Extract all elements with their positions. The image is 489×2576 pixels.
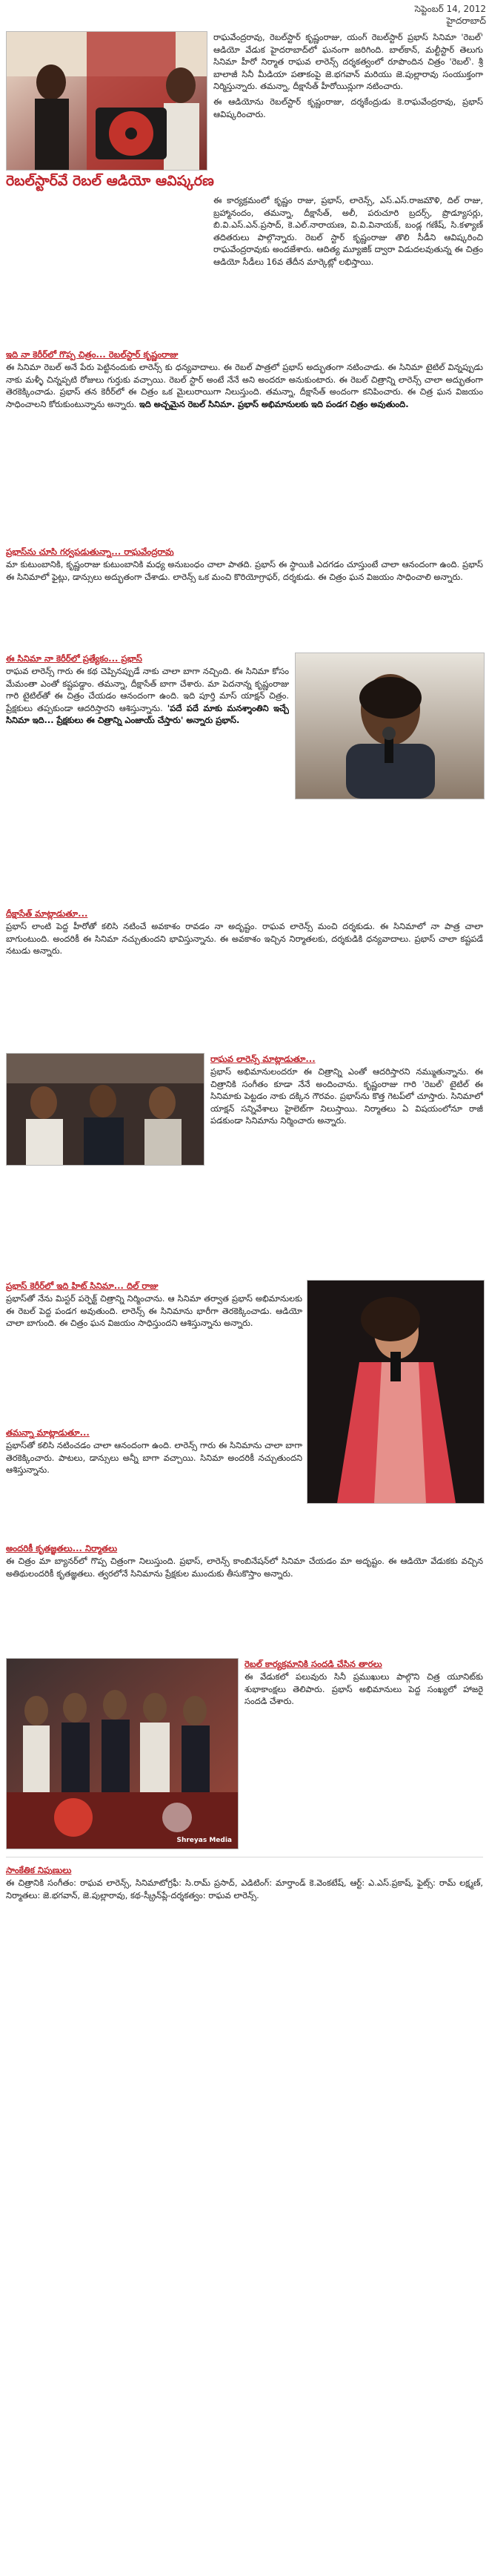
section-body: ప్రభాస్ లాంటి పెద్ద హీరోతో కలిసి నటించే అవకాశం రావడం నా అదృష్టం. రాఘవ లారెన్స్ మంచి దర్శకుడు. ఈ సినిమాలో నా పాత్ర చాలా బాగుంటుంది. అందరికీ ఈ సినిమా నచ్చుతుందని భావిస్తున్నాను. ఈ అవకాశం ఇచ్చిన నిర్మాతలకు, దర్శకుడికి ధన్యవాదాలు. ప్రభాస్ చాలా కష్టపడే నటుడు అన్నారు. [6, 921, 483, 957]
section-title: ఇది నా కెరీర్‌లో గొప్ప చిత్రం... రెబల్‌స్టార్ కృష్ణంరాజు [6, 349, 179, 360]
section-deeksha [6, 908, 483, 1048]
photo-guests-seated [6, 1053, 204, 1166]
intro-right-block [213, 194, 483, 343]
section-title: తమన్నా మాట్లాడుతూ... [6, 1427, 90, 1438]
section-body [6, 361, 483, 410]
rebel-cast-group-image [7, 1659, 238, 1849]
photo-audio-launch-stage [6, 31, 207, 171]
photo-launch-guests [6, 193, 206, 222]
section-body: ఈ వేడుకలో పలువురు సినీ ప్రముఖులు పాల్గొని చిత్ర యూనిట్‌కు శుభాకాంక్షలు తెలిపారు. ప్రభాస్ అభిమానులు పెద్ద సంఖ్యలో హాజరై సందడి చేశారు. [245, 1671, 483, 1707]
photo-prabhas-mic [295, 653, 485, 799]
section-prabhas [6, 653, 289, 897]
photo-rebel-cast-group [6, 1658, 239, 1849]
section-emphasis: 'పదే పదే మాకు మనశ్శాంతిని ఇచ్చే సినిమా ఇది... ప్రేక్షకులు ఈ చిత్రాన్ని ఎంజాయ్ చేస్తారు' అన్నారు ప్రభాస్. [6, 702, 289, 726]
section-title: ప్రభాస్ కెరీర్‌లో ఇది హిట్ సినిమా... దిల్ రాజు [6, 1281, 159, 1291]
section-tamanna [6, 1427, 302, 1538]
section-credits [6, 1864, 483, 1953]
section-title: ఈ సినిమా నా కెరీర్‌లో ప్రత్యేకం... ప్రభాస్ [6, 653, 142, 664]
intro-right-paragraph: ఈ కార్యక్రమంలో కృష్ణం రాజు, ప్రభాస్, లారెన్స్, ఎస్.ఎస్.రాజమౌళి, దిల్ రాజు, బ్రహ్మానందం, తమన్నా, దీక్షాసేత్, అలీ, పరుచూరి బ్రదర్స్, ప్రొడ్యూసర్లు, బి.వి.ఎస్.ఎన్.ప్రసాద్, కె.ఎల్.నారాయణ, వి.వి.వినాయక్, బండ్ల గణేష్, సి.కళ్యాణ్ తదితరులు పాల్గొన్నారు. రెబల్ స్టార్ కృష్ణంరాజు తొలి సీడీని ఆవిష్కరించి రాఘవేంద్రరావుకు అందజేశారు. ఆదిత్య మ్యూజిక్ ద్వారా విడుదలవుతున్న ఈ చిత్రం ఆడియో సీడీలు 16వ తేదీన మార్కెట్లో లభిస్తాయి. [213, 195, 483, 267]
credits-body: ఈ చిత్రానికి సంగీతం: రాఘవ లారెన్స్, సినిమాటోగ్రఫీ: సి.రామ్ ప్రసాద్, ఎడిటింగ్: మార్తాండ్ కె.వెంకటేష్, ఆర్ట్: ఎ.ఎస్.ప్రకాష్, ఫైట్స్: రామ్ లక్ష్మణ్, నిర్మాతలు: జె.భగవాన్, జె.పుల్లారావు, కథ-స్క్రీన్‌ప్లే-దర్శకత్వం: రాఘవ లారెన్స్. [6, 1877, 483, 1900]
section-krishnamraju [6, 349, 483, 541]
section-producers [6, 1542, 483, 1654]
section-title: రాఘవ లారెన్స్ మాట్లాడుతూ... [210, 1054, 316, 1064]
section-body: ప్రభాస్‌తో కలిసి నటించడం చాలా ఆనందంగా ఉంది. లారెన్స్ గారు ఈ సినిమాను చాలా బాగా తెరకెక్కించారు. పాటలు, డాన్సులు అన్నీ బాగా వచ్చాయి. సినిమా అందరికీ నచ్చుతుందని ఆశిస్తున్నాను. [6, 1440, 302, 1476]
section-dilraju [6, 1280, 302, 1421]
section-title: రెబల్ కార్యక్రమానికి సందడి చేసిన తారలు [245, 1659, 382, 1669]
section-body-text: ఈ సినిమా రెబల్ అనే పేరు పెట్టినందుకు లారెన్స్ కు ధన్యవాదాలు. ఈ రెబల్ పాత్రలో ప్రభాస్ అద్భుతంగా నటించాడు. ఈ సినిమా టైటిల్ విన్నప్పుడు నాకు మళ్ళీ చిన్నప్పటి రోజులు గుర్తుకు వచ్చాయి. రెబల్ స్టార్ అంటే నేనే అని అందరూ అనుకుంటారు. ఈ రెబల్ చిత్రాన్ని లారెన్స్ చాలా అద్భుతంగా తెరకెక్కించాడు. ప్రభాస్ తన కెరీర్‌లో ఈ చిత్రం ఒక మైలురాయిగా నిలుస్తుంది. తమన్నా, దీక్షాసేత్ అందంగా కనిపించారు. ఈ చిత్ర ఘన విజయం సాధించాలని కోరుకుంటున్నాను అన్నారు. [6, 362, 483, 409]
photo-credit: Shreyas Media [176, 1837, 232, 1844]
section-title: అందరికీ కృతజ్ఞతలు... నిర్మాతలు [6, 1543, 118, 1553]
section-body: ఈ చిత్రం మా బ్యానర్‌లో గొప్ప చిత్రంగా నిలుస్తుంది. ప్రభాస్, లారెన్స్ కాంబినేషన్‌లో సినిమా చేయడం మా అదృష్టం. ఈ ఆడియో వేడుకకు వచ్చిన అతిథులందరికీ కృతజ్ఞతలు. త్వరలోనే సినిమాను ప్రేక్షకుల ముందుకు తీసుకొస్తాం అన్నారు. [6, 1556, 483, 1579]
intro-paragraph-1: రాఘవేంద్రరావు, రెబల్‌స్టార్ కృష్ణంరాజు, యంగ్ రెబల్‌స్టార్ ప్రభాస్ సినిమా 'రెబల్' ఆడియో వేడుక హైదరాబాద్‌లో ఘనంగా జరిగింది. బాల్‌కాన్, మల్టీస్టార్ తెలుగు సినిమా హీరో నిర్మాత రాఘవ లారెన్స్ దర్శకత్వంలో రూపొందిన చిత్రం 'రెబల్'. శ్రీ బాలాజీ సినీ మీడియా పతాకంపై జె.భగవాన్ మరియు జె.పుల్లారావు సంయుక్తంగా నిర్మిస్తున్నారు. తమన్నా, దీక్షాసేత్ హీరోయిన్లుగా నటించారు. [213, 32, 483, 92]
tamanna-saree-image [307, 1281, 484, 1503]
section-title: ప్రభాస్‌ను చూసి గర్వపడుతున్నా... రాఘవేంద్రరావు [6, 546, 174, 557]
section-body-text: రాఘవ లారెన్స్ గారు ఈ కథ చెప్పినప్పుడే నాకు చాలా బాగా నచ్చింది. ఈ సినిమా కోసం మేమంతా ఎంతో కష్టపడ్డాం. తమన్నా, దీక్షాసేత్ బాగా చేశారు. మా పెదనాన్న కృష్ణంరాజు గారి టైటిల్‌తో ఈ చిత్రం చేయడం ఆనందంగా ఉంది. ఇది పూర్తి మాస్ యాక్షన్ చిత్రం. ప్రేక్షకులు తప్పకుండా ఆదరిస్తారని ఆశిస్తున్నాను. [6, 666, 289, 713]
section-body: ప్రభాస్‌తో నేను మిస్టర్ పర్ఫెక్ట్ చిత్రాన్ని నిర్మించాను. ఆ సినిమా తర్వాత ప్రభాస్ అభిమానులకు ఈ రెబల్ పెద్ద పండగ అవుతుంది. లారెన్స్ ఈ సినిమాను భారీగా తెరకెక్కించాడు. ఆడియో చాలా బాగుంది. ఈ చిత్రం ఘన విజయం సాధిస్తుందని ఆశిస్తున్నాను అన్నారు. [6, 1293, 302, 1329]
section-body [6, 665, 289, 727]
section-raghavendrarao [6, 546, 483, 650]
section-stars [245, 1658, 483, 1848]
intro-block [213, 31, 483, 169]
section-emphasis: ఇది అచ్చమైన రెబల్ సినిమా. ప్రభాస్ అభిమానులకు ఇది పండగ చిత్రం అవుతుంది. [139, 398, 409, 409]
section-title: దీక్షాసేత్ మాట్లాడుతూ... [6, 908, 88, 919]
audio-launch-stage-image [7, 32, 207, 170]
page-title: రెబల్‌స్టార్‌వే రెబల్ ఆడియో ఆవిష్కరణ [6, 173, 214, 189]
credits-title: సాంకేతిక నిపుణులు [6, 1865, 72, 1875]
section-body: మా కుటుంబానికి, కృష్ణంరాజు కుటుంబానికి మధ్య అనుబంధం చాలా పాతది. ప్రభాస్ ఈ స్థాయికి ఎదగడం చూస్తుంటే చాలా ఆనందంగా ఉంది. ప్రభాస్ ఈ సినిమాలో ఫైట్లు, డాన్సులు అద్భుతంగా చేశాడు. లారెన్స్ ఒక మంచి కొరియోగ్రాఫర్, దర్శకుడు. ఈ చిత్రం ఘన విజయం సాధించాలి అన్నారు. [6, 559, 483, 582]
photo-tamanna-saree [307, 1280, 485, 1504]
section-body: ప్రభాస్ అభిమానులందరూ ఈ చిత్రాన్ని ఎంతో ఆదరిస్తారని నమ్ముతున్నాను. ఈ చిత్రానికి సంగీతం కూడా నేనే అందించాను. కృష్ణంరాజు గారి 'రెబల్' టైటిల్ ఈ సినిమాకు పెట్టడం నాకు దక్కిన గౌరవం. ప్రభాస్‌ను కొత్త గెటప్‌లో చూస్తారు. సినిమాలో యాక్షన్ సన్నివేశాలు హైలెట్‌గా నిలుస్తాయి. నిర్మాతలు ఏ విషయంలోనూ రాజీ పడకుండా సినిమాను నిర్మించారు అన్నారు. [210, 1066, 483, 1126]
intro-paragraph-2: ఈ ఆడియోను రెబల్‌స్టార్ కృష్ణంరాజు, దర్శకేంద్రుడు కె.రాఘవేంద్రరావు, ప్రభాస్ ఆవిష్కరించారు. [213, 96, 483, 119]
city-text: హైదరాబాద్ [446, 16, 486, 26]
prabhas-mic-image [296, 653, 484, 799]
section-lawrence [210, 1053, 483, 1275]
guests-seated-image [7, 1054, 204, 1165]
date-text: సెప్టెంబర్ 14, 2012 [414, 4, 486, 14]
dateline [0, 3, 486, 27]
